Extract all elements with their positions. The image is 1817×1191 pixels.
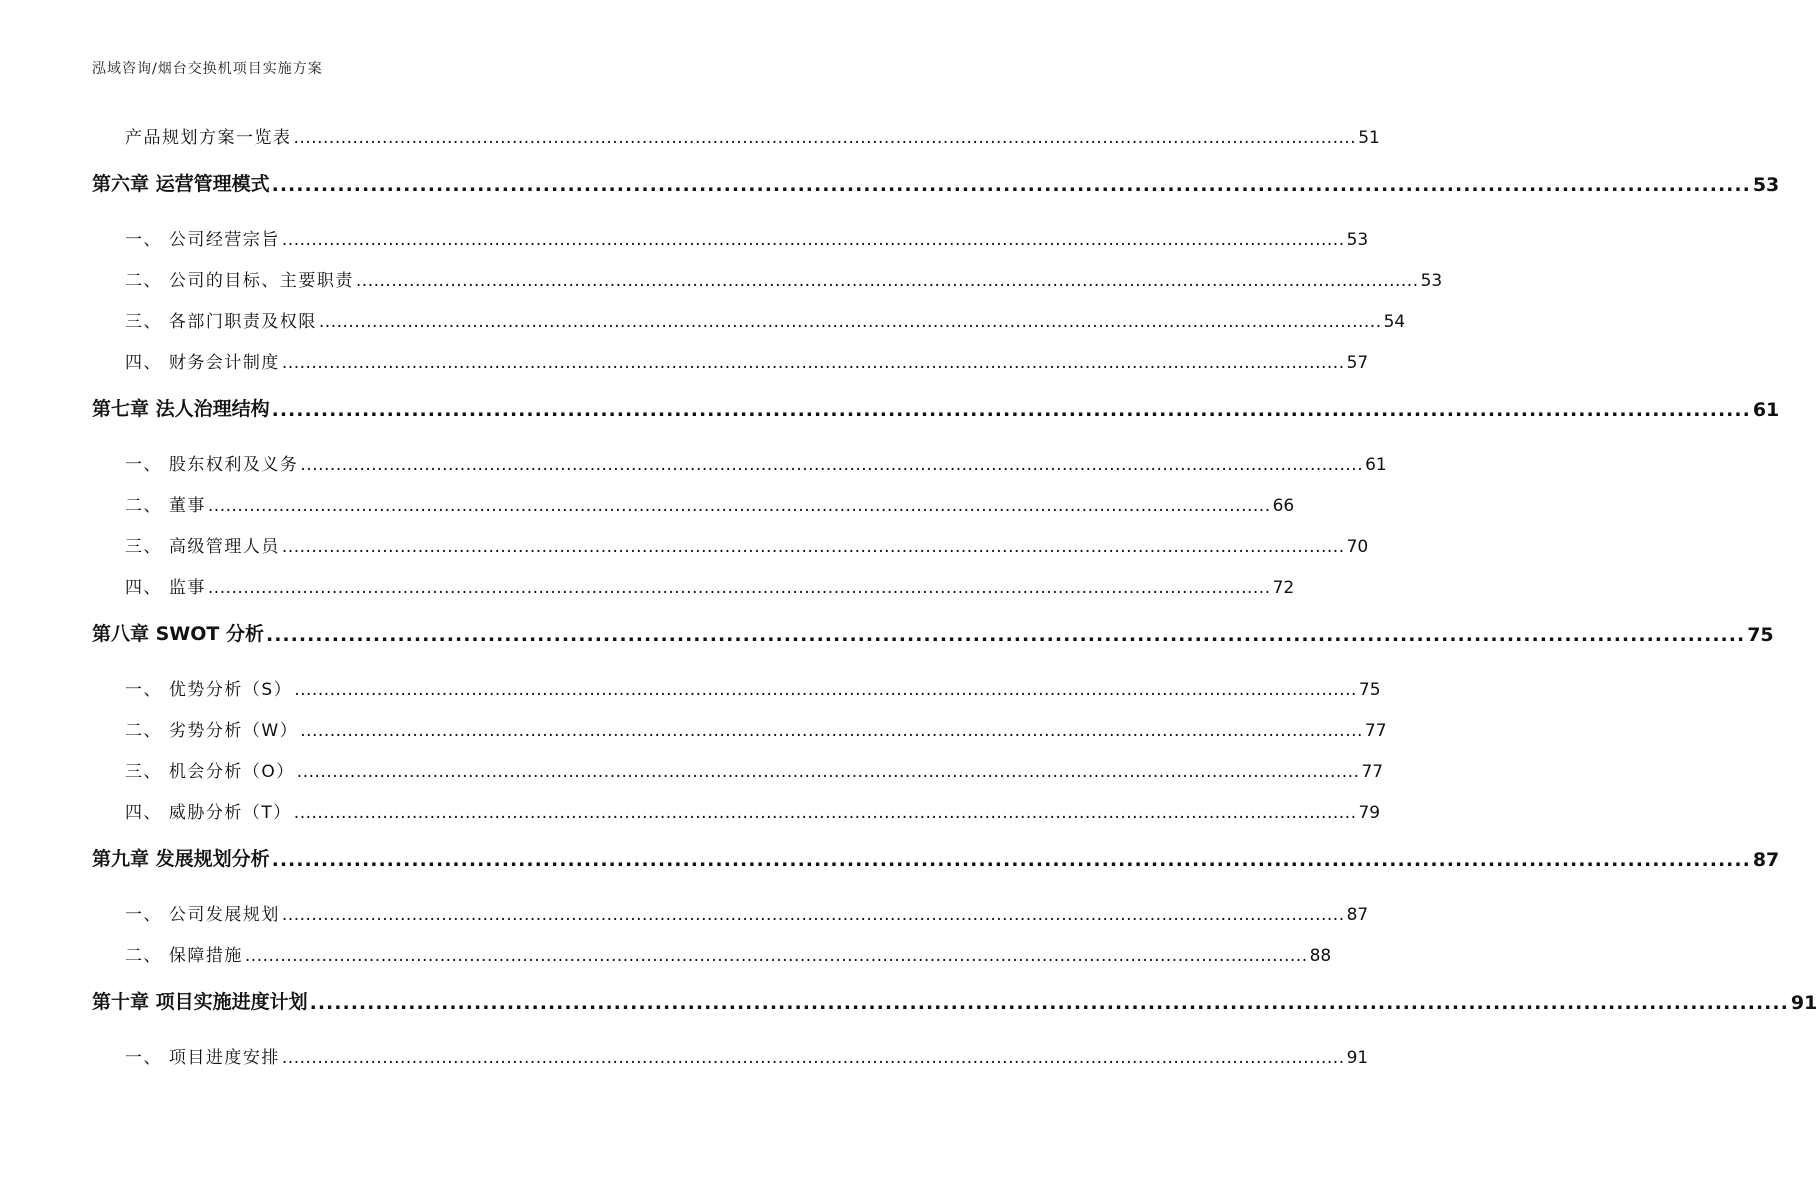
toc-dot-leader: .................................................................................................................................................................................... xyxy=(281,1048,1345,1068)
toc-dot-leader: .................................................................................................................................................................................... xyxy=(207,578,1271,598)
toc-entry-title: 四、 威胁分析（T） xyxy=(125,803,292,823)
toc-entry-title: 二、 劣势分析（W） xyxy=(125,721,299,741)
toc-section-entry[interactable] xyxy=(92,715,1387,741)
toc-chapter-entry[interactable] xyxy=(92,843,1780,871)
toc-dot-leader: .................................................................................................................................................................................... xyxy=(318,312,1382,332)
toc-section-entry[interactable] xyxy=(92,674,1381,700)
toc-dot-leader: .................................................................................................................................................................................... xyxy=(300,455,1364,475)
toc-entry-title: 三、 各部门职责及权限 xyxy=(125,312,317,332)
toc-page-number: 91 xyxy=(1346,1048,1369,1068)
toc-page-number: 87 xyxy=(1346,905,1369,925)
toc-entry-title: 第六章 运营管理模式 xyxy=(92,173,270,195)
toc-page-number: 91 xyxy=(1790,992,1817,1014)
toc-entry-title: 二、 保障措施 xyxy=(125,946,243,966)
toc-dot-leader: .................................................................................................................................................................................... xyxy=(281,230,1345,250)
toc-entry-title: 产品规划方案一览表 xyxy=(125,128,292,148)
toc-section-entry[interactable] xyxy=(92,797,1381,823)
toc-page-number: 53 xyxy=(1346,230,1369,250)
toc-section-entry[interactable] xyxy=(92,347,1369,373)
toc-section-entry[interactable] xyxy=(92,490,1295,516)
toc-entry-title: 二、 董事 xyxy=(125,496,206,516)
toc-page-number: 88 xyxy=(1309,946,1332,966)
toc-section-entry[interactable] xyxy=(92,756,1384,782)
toc-entry-title: 第九章 发展规划分析 xyxy=(92,848,270,870)
toc-dot-leader: .................................................................................................................................................................................... xyxy=(281,353,1345,373)
toc-section-entry[interactable] xyxy=(92,572,1295,598)
toc-dot-leader: .................................................................................................................................................................................... xyxy=(207,496,1271,516)
toc-entry-title: 三、 高级管理人员 xyxy=(125,537,280,557)
toc-page-number: 61 xyxy=(1752,399,1780,421)
toc-dot-leader: .................................................................................................................................................................................... xyxy=(281,537,1345,557)
toc-page-number: 75 xyxy=(1358,680,1381,700)
toc-entry-title: 一、 公司发展规划 xyxy=(125,905,280,925)
toc-chapter-entry[interactable] xyxy=(92,168,1780,196)
toc-dot-leader: .................................................................................................................................................................................... xyxy=(293,803,1357,823)
toc-dot-leader: .................................................................................................................................................................................... xyxy=(355,271,1419,291)
toc-dot-leader: .................................................................................................................................................................................... xyxy=(309,992,1789,1014)
toc-dot-leader: .................................................................................................................................................................................... xyxy=(293,128,1357,148)
page-header: 泓域咨询/烟台交换机项目实施方案 xyxy=(92,61,323,77)
toc-section-entry[interactable] xyxy=(92,306,1406,332)
toc-dot-leader: .................................................................................................................................................................................... xyxy=(244,946,1308,966)
toc-entry-title: 四、 监事 xyxy=(125,578,206,598)
toc-dot-leader: .................................................................................................................................................................................... xyxy=(294,680,1357,700)
toc-dot-leader: .................................................................................................................................................................................... xyxy=(271,399,1751,421)
toc-page-number: 87 xyxy=(1752,849,1780,871)
toc-page-number: 70 xyxy=(1346,537,1369,557)
toc-section-entry[interactable] xyxy=(92,265,1443,291)
toc-section-entry[interactable] xyxy=(92,449,1387,475)
toc-section-entry[interactable] xyxy=(92,531,1369,557)
toc-chapter-entry[interactable] xyxy=(92,618,1774,646)
toc-page-number: 77 xyxy=(1361,762,1384,782)
toc-entry-title: 一、 股东权利及义务 xyxy=(125,455,299,475)
toc-entry-title: 一、 公司经营宗旨 xyxy=(125,230,280,250)
toc-page-number: 72 xyxy=(1272,578,1295,598)
toc-dot-leader: .................................................................................................................................................................................... xyxy=(300,721,1363,741)
toc-section-entry[interactable] xyxy=(92,1042,1369,1068)
toc-page-number: 51 xyxy=(1358,128,1380,148)
toc-page-number: 75 xyxy=(1747,624,1774,646)
toc-entry-title: 第十章 项目实施进度计划 xyxy=(92,991,308,1013)
toc-dot-leader: .................................................................................................................................................................................... xyxy=(296,762,1360,782)
toc-dot-leader: .................................................................................................................................................................................... xyxy=(281,905,1345,925)
toc-entry-title: 第七章 法人治理结构 xyxy=(92,398,270,420)
toc-page-number: 79 xyxy=(1358,803,1381,823)
toc-entry-title: 四、 财务会计制度 xyxy=(125,353,280,373)
toc-page-number: 57 xyxy=(1346,353,1369,373)
toc-page-number: 61 xyxy=(1365,455,1387,475)
toc-chapter-entry[interactable] xyxy=(92,393,1780,421)
toc-dot-leader: .................................................................................................................................................................................... xyxy=(271,849,1751,871)
toc-entry-title: 第八章 SWOT 分析 xyxy=(92,623,264,645)
toc-dot-leader: .................................................................................................................................................................................... xyxy=(265,624,1746,646)
toc-chapter-entry[interactable] xyxy=(92,986,1817,1014)
toc-entry-title: 一、 优势分析（S） xyxy=(125,680,293,700)
toc-page-number: 53 xyxy=(1752,174,1780,196)
toc-entry-title: 三、 机会分析（O） xyxy=(125,762,295,782)
toc-page-number: 66 xyxy=(1272,496,1295,516)
toc-section-entry[interactable] xyxy=(92,224,1369,250)
toc-page-number: 54 xyxy=(1383,312,1406,332)
toc-entry-title: 二、 公司的目标、主要职责 xyxy=(125,271,354,291)
toc-dot-leader: .................................................................................................................................................................................... xyxy=(271,174,1751,196)
toc-section-entry[interactable] xyxy=(92,899,1369,925)
toc-page-number: 77 xyxy=(1364,721,1387,741)
toc-page-number: 53 xyxy=(1420,271,1443,291)
toc-entry-title: 一、 项目进度安排 xyxy=(125,1048,280,1068)
toc-section-entry[interactable] xyxy=(92,940,1332,966)
toc-section-entry[interactable] xyxy=(92,122,1380,148)
